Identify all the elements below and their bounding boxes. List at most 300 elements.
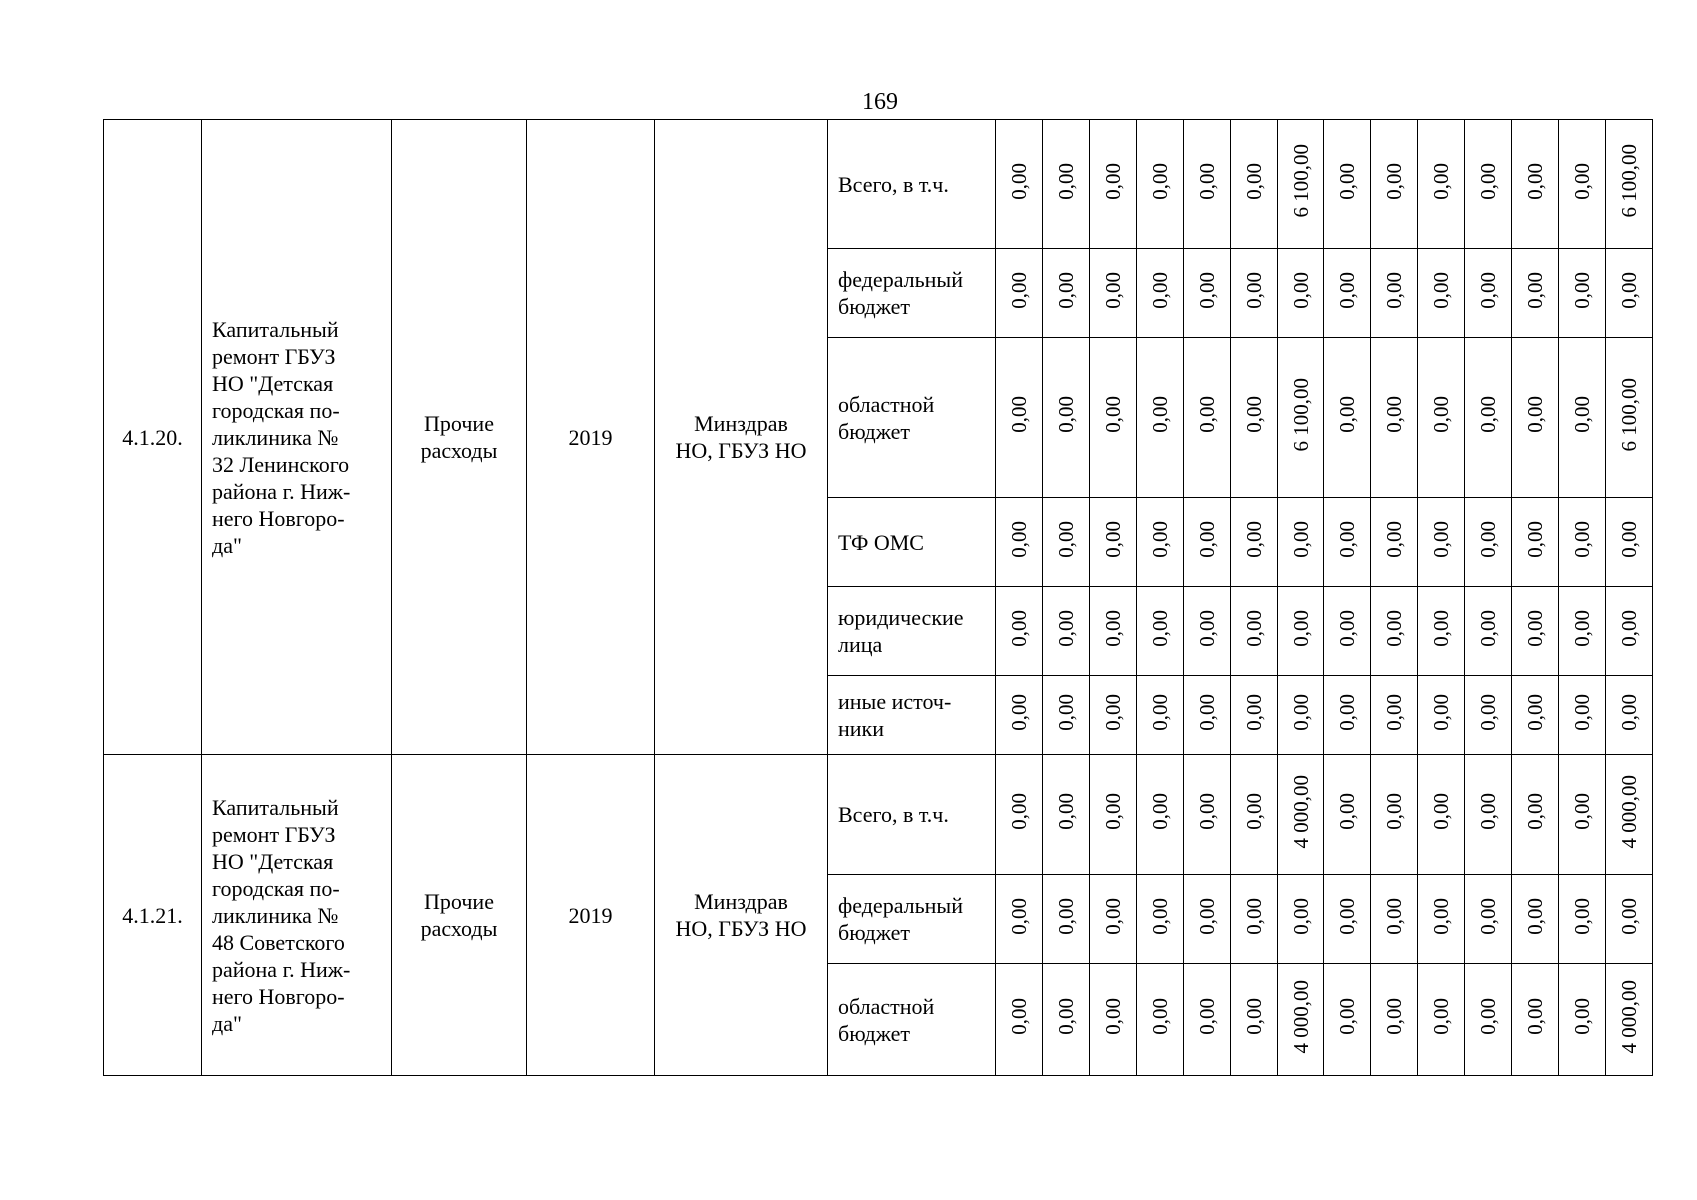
item-name-line: ликлиника № <box>212 424 339 450</box>
amount-cell <box>1371 120 1418 249</box>
amount-value: 0,00 <box>1570 609 1594 647</box>
amount-value: 0,00 <box>1429 162 1453 200</box>
funding-source-line: юридические <box>838 605 964 630</box>
amount-value: 0,00 <box>1570 897 1594 935</box>
amount-value: 0,00 <box>1054 162 1078 200</box>
amount-value: 0,00 <box>1335 609 1359 647</box>
amount-value: 0,00 <box>1195 897 1219 935</box>
amount-value: 0,00 <box>1288 897 1313 935</box>
amount-cell <box>1184 498 1231 587</box>
amount-value: 0,00 <box>1476 998 1500 1035</box>
item-name <box>202 120 392 755</box>
amount-cell <box>1418 964 1465 1076</box>
amount-cell <box>996 875 1043 964</box>
amount-value: 0,00 <box>1335 897 1359 935</box>
amount-value: 0,00 <box>1429 396 1453 433</box>
amount-value: 0,00 <box>1242 396 1266 433</box>
amount-cell <box>1606 498 1653 587</box>
amount-value: 0,00 <box>1523 520 1547 558</box>
amount-cell <box>1324 587 1371 676</box>
amount-value: 0,00 <box>1195 998 1219 1035</box>
amount-value: 0,00 <box>1429 609 1453 647</box>
amount-cell <box>1465 964 1512 1076</box>
item-name-line: Капитальный <box>212 316 339 342</box>
amount-value: 0,00 <box>1054 793 1078 830</box>
amount-value: 0,00 <box>1570 271 1594 309</box>
amount-cell <box>1559 875 1606 964</box>
amount-cell <box>1184 964 1231 1076</box>
amount-value: 0,00 <box>1148 897 1172 935</box>
amount-cell <box>1606 676 1653 755</box>
executor-line: Минздрав <box>694 889 788 914</box>
funding-source-line: ТФ ОМС <box>838 529 924 555</box>
amount-cell <box>1231 875 1278 964</box>
item-name-line: ремонт ГБУЗ <box>212 343 336 369</box>
amount-cell <box>1184 755 1231 875</box>
amount-value: 0,00 <box>1101 396 1125 433</box>
executor <box>655 755 828 1076</box>
amount-cell <box>1324 498 1371 587</box>
funding-source <box>828 120 996 249</box>
amount-cell <box>1559 498 1606 587</box>
amount-cell <box>1184 676 1231 755</box>
year: 2019 <box>527 755 655 1076</box>
funding-source-line: Всего, в т.ч. <box>838 802 949 827</box>
amount-value: 0,00 <box>1101 793 1125 830</box>
amount-value: 0,00 <box>1148 693 1172 731</box>
amount-cell <box>1324 676 1371 755</box>
item-number: 4.1.20. <box>104 120 202 755</box>
amount-cell <box>1090 587 1137 676</box>
amount-cell <box>996 676 1043 755</box>
amount-cell <box>1559 755 1606 875</box>
amount-value: 0,00 <box>1101 897 1125 935</box>
amount-cell <box>1512 755 1559 875</box>
amount-cell <box>1606 755 1653 875</box>
funding-source-line: областной <box>838 391 935 417</box>
amount-value: 0,00 <box>1523 998 1547 1035</box>
expense-type-line: расходы <box>420 916 498 941</box>
amount-value: 0,00 <box>1101 162 1125 200</box>
amount-cell <box>1559 587 1606 676</box>
funding-source-line: ники <box>838 716 885 741</box>
amount-value: 0,00 <box>1195 271 1219 309</box>
amount-value: 0,00 <box>1382 271 1406 309</box>
amount-cell <box>1512 676 1559 755</box>
amount-cell <box>1418 875 1465 964</box>
amount-cell <box>1512 587 1559 676</box>
amount-value: 0,00 <box>1007 271 1031 309</box>
amount-value: 0,00 <box>1476 396 1500 433</box>
amount-cell <box>996 249 1043 338</box>
page-number: 169 <box>862 89 898 115</box>
item-name-line: него Новгоро- <box>212 505 345 531</box>
funding-source <box>828 676 996 755</box>
funding-source <box>828 249 996 338</box>
amount-value: 0,00 <box>1335 271 1359 309</box>
amount-value: 0,00 <box>1617 520 1641 558</box>
amount-value: 0,00 <box>1570 520 1594 558</box>
amount-cell <box>1278 120 1324 249</box>
amount-value: 0,00 <box>1007 162 1031 200</box>
amount-cell <box>1559 676 1606 755</box>
item-name-line: да" <box>212 532 242 558</box>
amount-cell <box>1418 498 1465 587</box>
amount-cell <box>1043 587 1090 676</box>
amount-value: 0,00 <box>1617 609 1641 647</box>
amount-value: 0,00 <box>1148 396 1172 433</box>
amount-value: 0,00 <box>1101 271 1125 309</box>
amount-cell <box>1512 875 1559 964</box>
funding-source-line: областной <box>838 993 935 1019</box>
amount-value: 0,00 <box>1242 793 1266 830</box>
item-name-line: НО "Детская <box>212 370 334 396</box>
amount-value: 0,00 <box>1476 897 1500 935</box>
amount-value: 0,00 <box>1054 693 1078 731</box>
item-name-line: городская по- <box>212 397 340 423</box>
item-name-line: района г. Ниж- <box>212 478 351 504</box>
amount-cell <box>1512 338 1559 498</box>
amount-cell <box>996 498 1043 587</box>
amount-value: 0,00 <box>1335 693 1359 731</box>
amount-cell <box>1090 498 1137 587</box>
amount-value: 0,00 <box>1054 609 1078 647</box>
amount-value: 0,00 <box>1148 520 1172 558</box>
table-row <box>104 120 1653 249</box>
amount-cell <box>1278 498 1324 587</box>
amount-value: 4 000,00 <box>1617 774 1641 849</box>
amount-value: 0,00 <box>1007 897 1031 935</box>
funding-source-line: бюджет <box>838 418 910 444</box>
amount-value: 0,00 <box>1007 793 1031 830</box>
amount-cell <box>1231 120 1278 249</box>
expense-type-line: Прочие <box>424 889 494 914</box>
amount-value: 0,00 <box>1288 693 1313 731</box>
amount-cell <box>1278 964 1324 1076</box>
amount-value: 0,00 <box>1476 793 1500 830</box>
amount-value: 0,00 <box>1617 693 1641 731</box>
amount-value: 0,00 <box>1523 693 1547 731</box>
amount-cell <box>1465 676 1512 755</box>
amount-cell <box>1559 964 1606 1076</box>
amount-value: 0,00 <box>1429 271 1453 309</box>
amount-cell <box>1371 755 1418 875</box>
amount-value: 0,00 <box>1382 162 1406 200</box>
amount-value: 0,00 <box>1335 793 1359 830</box>
amount-cell <box>1324 338 1371 498</box>
expense-type <box>392 120 527 755</box>
amount-value: 0,00 <box>1335 396 1359 433</box>
amount-cell <box>1043 120 1090 249</box>
amount-value: 0,00 <box>1242 897 1266 935</box>
amount-cell <box>1371 249 1418 338</box>
funding-source-line: федеральный <box>838 893 963 918</box>
amount-cell <box>1231 249 1278 338</box>
amount-value: 0,00 <box>1523 162 1547 200</box>
funding-source <box>828 498 996 587</box>
amount-cell <box>1418 249 1465 338</box>
amount-cell <box>996 964 1043 1076</box>
amount-cell <box>1324 964 1371 1076</box>
amount-value: 0,00 <box>1570 793 1594 830</box>
amount-value: 6 100,00 <box>1288 377 1313 452</box>
funding-source-line: бюджет <box>838 920 910 945</box>
amount-cell <box>1606 338 1653 498</box>
executor-line: НО, ГБУЗ НО <box>675 438 807 463</box>
amount-value: 0,00 <box>1476 693 1500 731</box>
amount-cell <box>1371 587 1418 676</box>
amount-cell <box>1043 755 1090 875</box>
expense-type-line: расходы <box>420 438 498 463</box>
amount-cell <box>1278 875 1324 964</box>
amount-value: 0,00 <box>1523 271 1547 309</box>
item-name <box>202 755 392 1076</box>
amount-cell <box>1559 338 1606 498</box>
amount-cell <box>996 120 1043 249</box>
amount-value: 0,00 <box>1570 162 1594 200</box>
amount-cell <box>1137 964 1184 1076</box>
amount-cell <box>1090 676 1137 755</box>
amount-cell <box>1231 587 1278 676</box>
amount-value: 6 100,00 <box>1288 144 1313 218</box>
amount-cell <box>1418 676 1465 755</box>
table-row <box>104 755 1653 875</box>
executor <box>655 120 828 755</box>
amount-cell <box>1465 498 1512 587</box>
amount-cell <box>1090 755 1137 875</box>
amount-value: 0,00 <box>1242 693 1266 731</box>
amount-value: 0,00 <box>1195 396 1219 433</box>
amount-cell <box>1137 338 1184 498</box>
amount-value: 0,00 <box>1101 693 1125 731</box>
amount-cell <box>1606 249 1653 338</box>
item-name-line: НО "Детская <box>212 848 334 874</box>
amount-cell <box>1043 249 1090 338</box>
amount-cell <box>1606 964 1653 1076</box>
amount-cell <box>1465 249 1512 338</box>
amount-cell <box>1184 587 1231 676</box>
amount-cell <box>1137 498 1184 587</box>
amount-cell <box>1371 498 1418 587</box>
amount-value: 0,00 <box>1101 520 1125 558</box>
amount-value: 0,00 <box>1382 396 1406 433</box>
expense-type <box>392 755 527 1076</box>
amount-value: 0,00 <box>1007 520 1031 558</box>
amount-value: 0,00 <box>1476 609 1500 647</box>
amount-cell <box>1090 120 1137 249</box>
budget-table <box>103 119 1653 1076</box>
amount-cell <box>1043 676 1090 755</box>
amount-value: 0,00 <box>1429 998 1453 1035</box>
amount-cell <box>1512 964 1559 1076</box>
amount-cell <box>1465 120 1512 249</box>
amount-value: 4 000,00 <box>1617 979 1641 1054</box>
amount-value: 0,00 <box>1429 897 1453 935</box>
amount-cell <box>1184 120 1231 249</box>
amount-value: 0,00 <box>1007 998 1031 1035</box>
amount-cell <box>1043 964 1090 1076</box>
amount-value: 0,00 <box>1523 897 1547 935</box>
amount-cell <box>1418 755 1465 875</box>
amount-value: 4 000,00 <box>1288 774 1313 849</box>
item-name-line: да" <box>212 1010 242 1036</box>
amount-value: 0,00 <box>1570 998 1594 1035</box>
amount-cell <box>1231 755 1278 875</box>
funding-source-line: иные источ- <box>838 689 952 714</box>
amount-cell <box>1231 964 1278 1076</box>
executor-line: Минздрав <box>694 411 788 436</box>
funding-source-line: бюджет <box>838 294 910 319</box>
amount-cell <box>1137 249 1184 338</box>
amount-value: 0,00 <box>1429 520 1453 558</box>
amount-cell <box>1278 587 1324 676</box>
amount-cell <box>1324 755 1371 875</box>
amount-cell <box>1278 249 1324 338</box>
amount-value: 0,00 <box>1382 520 1406 558</box>
amount-cell <box>1465 755 1512 875</box>
item-name-line: 32 Ленинского <box>212 451 350 477</box>
amount-value: 0,00 <box>1195 793 1219 830</box>
funding-source-line: бюджет <box>838 1020 910 1046</box>
item-name-line: 48 Советского <box>212 929 345 955</box>
item-name-line: ликлиника № <box>212 902 339 928</box>
amount-cell <box>1137 676 1184 755</box>
amount-value: 0,00 <box>1148 998 1172 1035</box>
amount-value: 0,00 <box>1617 271 1641 309</box>
amount-cell <box>1324 120 1371 249</box>
funding-source-line: лица <box>838 632 883 657</box>
amount-value: 0,00 <box>1242 162 1266 200</box>
amount-cell <box>1231 498 1278 587</box>
amount-value: 0,00 <box>1617 897 1641 935</box>
item-name-line: городская по- <box>212 875 340 901</box>
amount-value: 0,00 <box>1148 162 1172 200</box>
amount-cell <box>1324 249 1371 338</box>
amount-cell <box>1324 875 1371 964</box>
amount-cell <box>1512 120 1559 249</box>
amount-cell <box>1137 875 1184 964</box>
amount-value: 0,00 <box>1382 897 1406 935</box>
amount-value: 0,00 <box>1101 609 1125 647</box>
amount-cell <box>1278 676 1324 755</box>
amount-value: 6 100,00 <box>1617 144 1641 218</box>
amount-value: 0,00 <box>1523 396 1547 433</box>
amount-value: 0,00 <box>1382 693 1406 731</box>
amount-cell <box>996 755 1043 875</box>
amount-cell <box>1559 249 1606 338</box>
amount-cell <box>1606 120 1653 249</box>
amount-cell <box>1418 587 1465 676</box>
amount-value: 0,00 <box>1054 897 1078 935</box>
amount-value: 0,00 <box>1242 609 1266 647</box>
amount-cell <box>1512 249 1559 338</box>
amount-value: 0,00 <box>1195 162 1219 200</box>
amount-cell <box>1090 338 1137 498</box>
amount-value: 6 100,00 <box>1617 377 1641 452</box>
amount-value: 4 000,00 <box>1288 979 1313 1054</box>
amount-value: 0,00 <box>1335 520 1359 558</box>
funding-source-line: федеральный <box>838 267 963 292</box>
amount-value: 0,00 <box>1476 520 1500 558</box>
funding-source <box>828 875 996 964</box>
amount-cell <box>1371 964 1418 1076</box>
amount-value: 0,00 <box>1007 693 1031 731</box>
amount-cell <box>1043 498 1090 587</box>
amount-cell <box>996 587 1043 676</box>
amount-cell <box>1137 755 1184 875</box>
amount-cell <box>996 338 1043 498</box>
amount-value: 0,00 <box>1429 793 1453 830</box>
amount-cell <box>1559 120 1606 249</box>
amount-value: 0,00 <box>1007 396 1031 433</box>
item-name-line: него Новгоро- <box>212 983 345 1009</box>
amount-cell <box>1465 587 1512 676</box>
amount-value: 0,00 <box>1382 998 1406 1035</box>
funding-source <box>828 964 996 1076</box>
amount-value: 0,00 <box>1476 271 1500 309</box>
amount-cell <box>1371 875 1418 964</box>
amount-value: 0,00 <box>1382 609 1406 647</box>
amount-value: 0,00 <box>1570 693 1594 731</box>
amount-value: 0,00 <box>1570 396 1594 433</box>
amount-cell <box>1606 587 1653 676</box>
amount-value: 0,00 <box>1007 609 1031 647</box>
amount-value: 0,00 <box>1195 693 1219 731</box>
amount-value: 0,00 <box>1335 162 1359 200</box>
amount-value: 0,00 <box>1288 609 1313 647</box>
amount-value: 0,00 <box>1054 998 1078 1035</box>
amount-value: 0,00 <box>1195 609 1219 647</box>
amount-cell <box>1090 964 1137 1076</box>
amount-cell <box>1418 338 1465 498</box>
amount-cell <box>1184 338 1231 498</box>
amount-value: 0,00 <box>1288 520 1313 558</box>
amount-cell <box>1184 875 1231 964</box>
amount-value: 0,00 <box>1476 162 1500 200</box>
item-name-line: района г. Ниж- <box>212 956 351 982</box>
executor-line: НО, ГБУЗ НО <box>675 916 807 941</box>
amount-cell <box>1043 875 1090 964</box>
amount-value: 0,00 <box>1429 693 1453 731</box>
amount-cell <box>1090 875 1137 964</box>
amount-value: 0,00 <box>1101 998 1125 1035</box>
amount-cell <box>1231 338 1278 498</box>
item-name-line: Капитальный <box>212 794 339 820</box>
amount-value: 0,00 <box>1195 520 1219 558</box>
funding-source <box>828 755 996 875</box>
expense-type-line: Прочие <box>424 411 494 436</box>
amount-value: 0,00 <box>1148 793 1172 830</box>
amount-cell <box>1090 249 1137 338</box>
amount-value: 0,00 <box>1148 609 1172 647</box>
amount-value: 0,00 <box>1242 271 1266 309</box>
amount-value: 0,00 <box>1054 271 1078 309</box>
amount-value: 0,00 <box>1242 520 1266 558</box>
amount-cell <box>1418 120 1465 249</box>
amount-cell <box>1231 676 1278 755</box>
amount-value: 0,00 <box>1523 793 1547 830</box>
amount-value: 0,00 <box>1242 998 1266 1035</box>
amount-cell <box>1137 587 1184 676</box>
amount-cell <box>1465 338 1512 498</box>
amount-value: 0,00 <box>1382 793 1406 830</box>
amount-cell <box>1184 249 1231 338</box>
amount-value: 0,00 <box>1335 998 1359 1035</box>
funding-source <box>828 587 996 676</box>
amount-value: 0,00 <box>1054 520 1078 558</box>
amount-cell <box>1137 120 1184 249</box>
amount-cell <box>1371 338 1418 498</box>
